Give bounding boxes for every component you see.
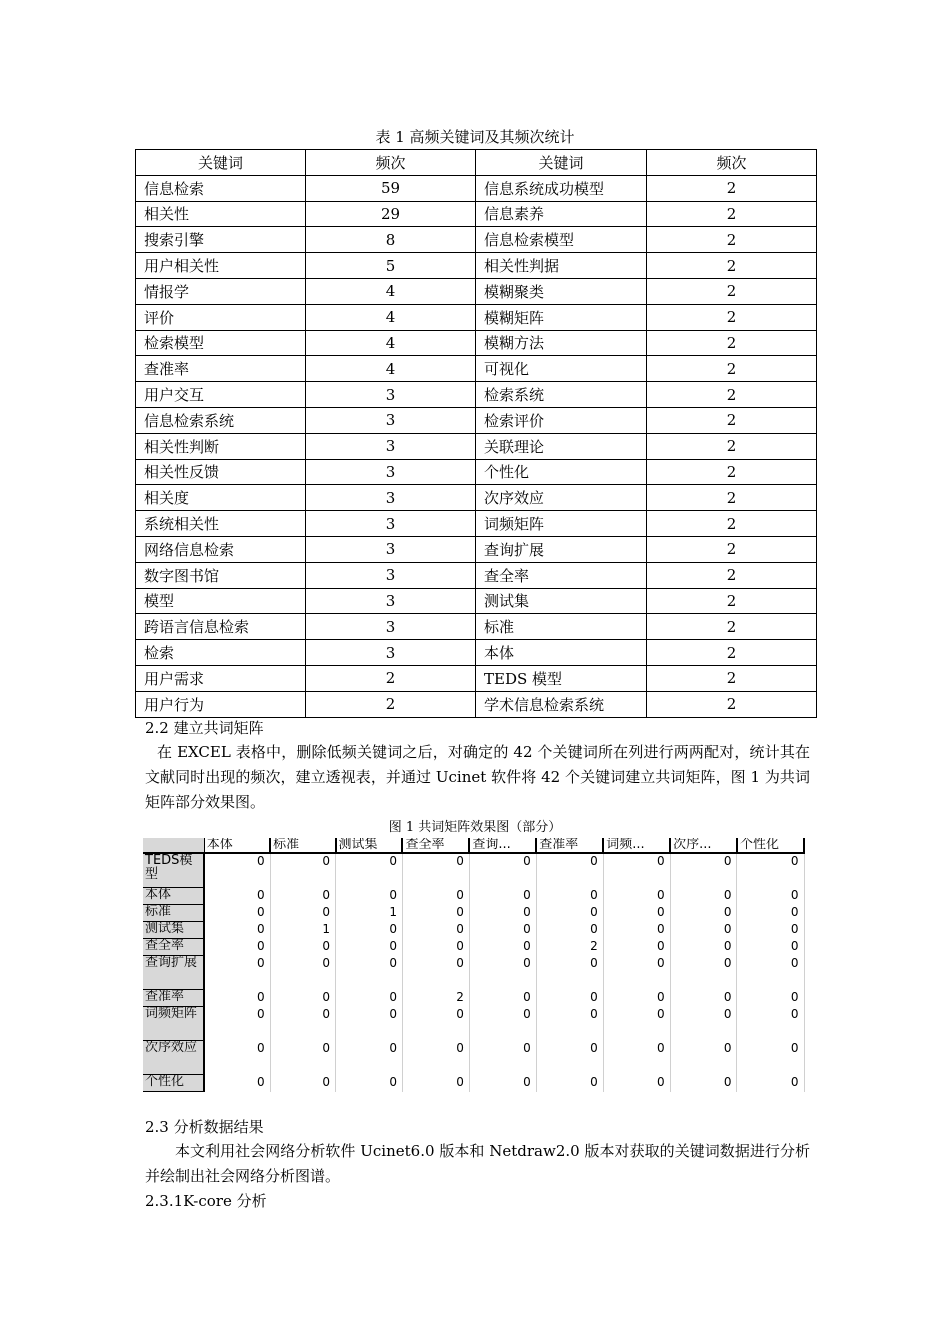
matrix-cell: 0 <box>469 939 536 956</box>
matrix-cell: 0 <box>469 905 536 922</box>
keyword-cell: 学术信息检索系统 <box>476 691 647 717</box>
header-frequency-2: 频次 <box>647 150 817 176</box>
matrix-column-header: 查询... <box>469 838 536 853</box>
matrix-cell: 0 <box>469 990 536 1007</box>
table-row <box>136 201 817 227</box>
frequency-cell: 3 <box>306 640 476 666</box>
table-row <box>136 433 817 459</box>
frequency-cell: 3 <box>306 588 476 614</box>
matrix-cell: 0 <box>536 853 603 888</box>
matrix-row-label: 测试集 <box>143 922 204 939</box>
matrix-cell: 0 <box>270 1007 335 1041</box>
matrix-cell: 0 <box>402 1075 469 1092</box>
matrix-cell: 0 <box>737 853 804 888</box>
matrix-cell: 0 <box>204 905 270 922</box>
co-word-matrix-figure <box>143 838 805 1095</box>
matrix-corner <box>143 838 204 853</box>
matrix-cell: 0 <box>204 990 270 1007</box>
frequency-cell: 4 <box>306 356 476 382</box>
matrix-cell: 0 <box>270 1041 335 1075</box>
matrix-cell: 0 <box>469 922 536 939</box>
matrix-column-header: 查准率 <box>536 838 603 853</box>
matrix-cell: 0 <box>536 956 603 990</box>
matrix-cell: 0 <box>603 853 670 888</box>
matrix-cell: 0 <box>402 922 469 939</box>
matrix-cell: 0 <box>336 990 403 1007</box>
matrix-cell: 0 <box>670 990 737 1007</box>
frequency-cell: 2 <box>647 330 817 356</box>
frequency-cell: 3 <box>306 536 476 562</box>
keyword-cell: 相关性判据 <box>476 253 647 279</box>
matrix-cell: 0 <box>204 1041 270 1075</box>
keyword-cell: 评价 <box>136 304 306 330</box>
frequency-cell: 2 <box>647 485 817 511</box>
keyword-cell: 网络信息检索 <box>136 536 306 562</box>
matrix-row-label: 标准 <box>143 905 204 922</box>
table-row <box>136 536 817 562</box>
matrix-row <box>143 1075 804 1092</box>
matrix-column-header: 个性化 <box>737 838 804 853</box>
matrix-cell: 0 <box>536 990 603 1007</box>
matrix-cell: 0 <box>670 1041 737 1075</box>
keyword-cell: 测试集 <box>476 588 647 614</box>
table-row <box>136 459 817 485</box>
matrix-row-label: 查全率 <box>143 939 204 956</box>
matrix-cell: 0 <box>402 888 469 905</box>
matrix-cell: 0 <box>270 990 335 1007</box>
matrix-row-label: TEDS模型 <box>143 853 204 888</box>
keyword-frequency-table <box>135 149 817 718</box>
matrix-cell: 0 <box>536 1007 603 1041</box>
matrix-cell: 0 <box>670 888 737 905</box>
keyword-cell: 查准率 <box>136 356 306 382</box>
matrix-cell: 0 <box>336 1075 403 1092</box>
frequency-cell: 2 <box>647 356 817 382</box>
frequency-cell: 2 <box>647 640 817 666</box>
matrix-row <box>143 939 804 956</box>
keyword-cell: 检索评价 <box>476 407 647 433</box>
matrix-column-header: 查全率 <box>402 838 469 853</box>
keyword-cell: 检索模型 <box>136 330 306 356</box>
matrix-cell: 0 <box>670 1075 737 1092</box>
table-row <box>136 485 817 511</box>
matrix-cell: 0 <box>402 939 469 956</box>
frequency-cell: 4 <box>306 330 476 356</box>
matrix-cell: 0 <box>603 1007 670 1041</box>
matrix-cell: 0 <box>204 1075 270 1092</box>
table-row <box>136 588 817 614</box>
matrix-cell: 0 <box>737 1007 804 1041</box>
table-row <box>136 253 817 279</box>
matrix-cell: 0 <box>670 1007 737 1041</box>
matrix-cell: 0 <box>402 905 469 922</box>
matrix-cell: 0 <box>670 905 737 922</box>
matrix-cell: 0 <box>536 888 603 905</box>
table-row <box>136 665 817 691</box>
matrix-column-header: 本体 <box>204 838 270 853</box>
matrix-cell: 0 <box>402 1007 469 1041</box>
frequency-cell: 2 <box>647 433 817 459</box>
frequency-cell: 3 <box>306 614 476 640</box>
matrix-cell: 0 <box>469 1007 536 1041</box>
matrix-cell: 0 <box>737 1075 804 1092</box>
frequency-cell: 3 <box>306 433 476 459</box>
table-row <box>136 614 817 640</box>
keyword-cell: 信息素养 <box>476 201 647 227</box>
keyword-cell: 检索系统 <box>476 382 647 408</box>
table-row <box>136 278 817 304</box>
matrix-row-label: 个性化 <box>143 1075 204 1092</box>
matrix-cell: 0 <box>204 888 270 905</box>
matrix-column-header: 次序... <box>670 838 737 853</box>
matrix-cell: 0 <box>737 956 804 990</box>
matrix-cell: 0 <box>469 888 536 905</box>
matrix-cell: 0 <box>737 905 804 922</box>
table-row <box>136 227 817 253</box>
frequency-cell: 2 <box>647 459 817 485</box>
keyword-cell: 相关性反馈 <box>136 459 306 485</box>
matrix-header-row <box>143 838 804 853</box>
matrix-row-label: 查准率 <box>143 990 204 1007</box>
section-2-2-paragraph: 在 EXCEL 表格中，删除低频关键词之后，对确定的 42 个关键词所在列进行两两配对，统计其在文献同时出现的频次，建立透视表，并通过 Ucinet 软件将 42 个关键词建立共词矩阵，图 1 为共词矩阵部分效果图。 <box>145 743 810 811</box>
matrix-cell: 0 <box>603 1075 670 1092</box>
keyword-cell: 跨语言信息检索 <box>136 614 306 640</box>
frequency-cell: 4 <box>306 278 476 304</box>
matrix-column-header: 测试集 <box>336 838 403 853</box>
frequency-cell: 2 <box>647 253 817 279</box>
matrix-cell: 0 <box>469 853 536 888</box>
matrix-cell: 0 <box>469 1075 536 1092</box>
keyword-cell: 次序效应 <box>476 485 647 511</box>
matrix-cell: 0 <box>270 956 335 990</box>
keyword-cell: 个性化 <box>476 459 647 485</box>
frequency-cell: 2 <box>647 536 817 562</box>
matrix-cell: 0 <box>536 1075 603 1092</box>
keyword-cell: 查全率 <box>476 562 647 588</box>
table-row <box>136 407 817 433</box>
matrix-cell: 0 <box>737 990 804 1007</box>
keyword-cell: 检索 <box>136 640 306 666</box>
matrix-cell: 0 <box>670 956 737 990</box>
keyword-cell: 用户相关性 <box>136 253 306 279</box>
keyword-cell: TEDS 模型 <box>476 665 647 691</box>
table-row <box>136 382 817 408</box>
table-caption: 表 1 高频关键词及其频次统计 <box>375 128 575 146</box>
keyword-cell: 标准 <box>476 614 647 640</box>
keyword-cell: 信息检索模型 <box>476 227 647 253</box>
frequency-cell: 2 <box>647 304 817 330</box>
table-row <box>136 511 817 537</box>
table-row <box>136 356 817 382</box>
table-row <box>136 304 817 330</box>
matrix-cell: 0 <box>204 939 270 956</box>
keyword-cell: 本体 <box>476 640 647 666</box>
matrix-cell: 0 <box>670 939 737 956</box>
frequency-cell: 2 <box>306 665 476 691</box>
figure-caption: 图 1 共词矩阵效果图（部分） <box>388 820 562 835</box>
matrix-cell: 0 <box>336 888 403 905</box>
matrix-cell: 0 <box>402 1041 469 1075</box>
frequency-cell: 3 <box>306 562 476 588</box>
matrix-row <box>143 922 804 939</box>
matrix-cell: 0 <box>737 888 804 905</box>
frequency-cell: 29 <box>306 201 476 227</box>
keyword-cell: 查询扩展 <box>476 536 647 562</box>
frequency-cell: 8 <box>306 227 476 253</box>
table-header-row <box>136 150 817 176</box>
keyword-cell: 信息检索 <box>136 175 306 201</box>
matrix-row <box>143 1007 804 1041</box>
table-row <box>136 175 817 201</box>
matrix-cell: 0 <box>536 1041 603 1075</box>
matrix-cell: 0 <box>336 939 403 956</box>
matrix-row-label: 本体 <box>143 888 204 905</box>
header-keyword-2: 关键词 <box>476 150 647 176</box>
matrix-column-header: 词频... <box>603 838 670 853</box>
frequency-cell: 2 <box>647 227 817 253</box>
keyword-cell: 模型 <box>136 588 306 614</box>
keyword-cell: 系统相关性 <box>136 511 306 537</box>
matrix-row-label: 词频矩阵 <box>143 1007 204 1041</box>
matrix-cell: 0 <box>469 1041 536 1075</box>
matrix-row <box>143 1041 804 1075</box>
matrix-row-label: 次序效应 <box>143 1041 204 1075</box>
matrix-cell: 0 <box>336 853 403 888</box>
matrix-cell: 0 <box>603 888 670 905</box>
matrix-cell: 0 <box>204 956 270 990</box>
matrix-cell: 0 <box>204 853 270 888</box>
matrix-row-label: 查询扩展 <box>143 956 204 990</box>
matrix-cell: 0 <box>737 939 804 956</box>
frequency-cell: 2 <box>647 588 817 614</box>
matrix-cell: 1 <box>270 922 335 939</box>
frequency-cell: 2 <box>647 665 817 691</box>
frequency-cell: 2 <box>647 278 817 304</box>
frequency-cell: 2 <box>647 511 817 537</box>
matrix-cell: 0 <box>737 1041 804 1075</box>
frequency-cell: 59 <box>306 175 476 201</box>
matrix-cell: 0 <box>270 888 335 905</box>
matrix-cell: 0 <box>204 922 270 939</box>
keyword-cell: 用户行为 <box>136 691 306 717</box>
matrix-cell: 0 <box>270 853 335 888</box>
matrix-cell: 0 <box>336 922 403 939</box>
keyword-cell: 相关性 <box>136 201 306 227</box>
matrix-cell: 0 <box>670 853 737 888</box>
matrix-cell: 0 <box>603 922 670 939</box>
keyword-cell: 模糊聚类 <box>476 278 647 304</box>
frequency-cell: 2 <box>647 407 817 433</box>
matrix-cell: 2 <box>402 990 469 1007</box>
keyword-cell: 可视化 <box>476 356 647 382</box>
matrix-row <box>143 905 804 922</box>
frequency-cell: 2 <box>647 201 817 227</box>
frequency-cell: 3 <box>306 407 476 433</box>
keyword-cell: 用户需求 <box>136 665 306 691</box>
matrix-cell: 0 <box>204 1007 270 1041</box>
matrix-cell: 0 <box>270 905 335 922</box>
matrix-cell: 0 <box>603 1041 670 1075</box>
matrix-column-header: 标准 <box>270 838 335 853</box>
table-row <box>136 562 817 588</box>
matrix-cell: 0 <box>336 1007 403 1041</box>
keyword-cell: 模糊矩阵 <box>476 304 647 330</box>
matrix-cell: 0 <box>737 922 804 939</box>
matrix-cell: 0 <box>402 956 469 990</box>
section-heading-2-3: 2.3 分析数据结果 <box>145 1118 264 1136</box>
table-row <box>136 691 817 717</box>
section-2-3-paragraph: 本文利用社会网络分析软件 Ucinet6.0 版本和 Netdraw2.0 版本对获取的关键词数据进行分析并绘制出社会网络分析图谱。 <box>145 1142 810 1185</box>
matrix-row <box>143 853 804 888</box>
header-keyword-1: 关键词 <box>136 150 306 176</box>
keyword-cell: 模糊方法 <box>476 330 647 356</box>
matrix-row <box>143 888 804 905</box>
keyword-cell: 相关性判断 <box>136 433 306 459</box>
matrix-cell: 0 <box>603 905 670 922</box>
frequency-cell: 3 <box>306 382 476 408</box>
matrix-cell: 0 <box>603 939 670 956</box>
frequency-cell: 2 <box>647 562 817 588</box>
matrix-cell: 0 <box>469 956 536 990</box>
matrix-cell: 1 <box>336 905 403 922</box>
keyword-cell: 情报学 <box>136 278 306 304</box>
matrix-cell: 0 <box>603 990 670 1007</box>
matrix-cell: 0 <box>536 922 603 939</box>
frequency-cell: 2 <box>647 175 817 201</box>
keyword-cell: 用户交互 <box>136 382 306 408</box>
matrix-cell: 0 <box>670 922 737 939</box>
matrix-cell: 0 <box>336 1041 403 1075</box>
frequency-cell: 2 <box>306 691 476 717</box>
section-heading-2-2: 2.2 建立共词矩阵 <box>145 719 264 737</box>
keyword-cell: 数字图书馆 <box>136 562 306 588</box>
keyword-cell: 关联理论 <box>476 433 647 459</box>
frequency-cell: 2 <box>647 382 817 408</box>
matrix-cell: 2 <box>536 939 603 956</box>
keyword-cell: 信息系统成功模型 <box>476 175 647 201</box>
matrix-cell: 0 <box>270 939 335 956</box>
frequency-cell: 3 <box>306 511 476 537</box>
frequency-cell: 2 <box>647 691 817 717</box>
keyword-cell: 词频矩阵 <box>476 511 647 537</box>
matrix-row <box>143 956 804 990</box>
matrix-cell: 0 <box>402 853 469 888</box>
frequency-cell: 4 <box>306 304 476 330</box>
frequency-cell: 5 <box>306 253 476 279</box>
table-row <box>136 640 817 666</box>
matrix-cell: 0 <box>336 956 403 990</box>
section-heading-2-3-1: 2.3.1K-core 分析 <box>145 1192 267 1210</box>
keyword-cell: 相关度 <box>136 485 306 511</box>
keyword-cell: 搜索引擎 <box>136 227 306 253</box>
frequency-cell: 3 <box>306 459 476 485</box>
frequency-cell: 2 <box>647 614 817 640</box>
matrix-cell: 0 <box>536 905 603 922</box>
frequency-cell: 3 <box>306 485 476 511</box>
matrix-cell: 0 <box>270 1075 335 1092</box>
keyword-cell: 信息检索系统 <box>136 407 306 433</box>
table-row <box>136 330 817 356</box>
matrix-row <box>143 990 804 1007</box>
matrix-cell: 0 <box>603 956 670 990</box>
header-frequency-1: 频次 <box>306 150 476 176</box>
